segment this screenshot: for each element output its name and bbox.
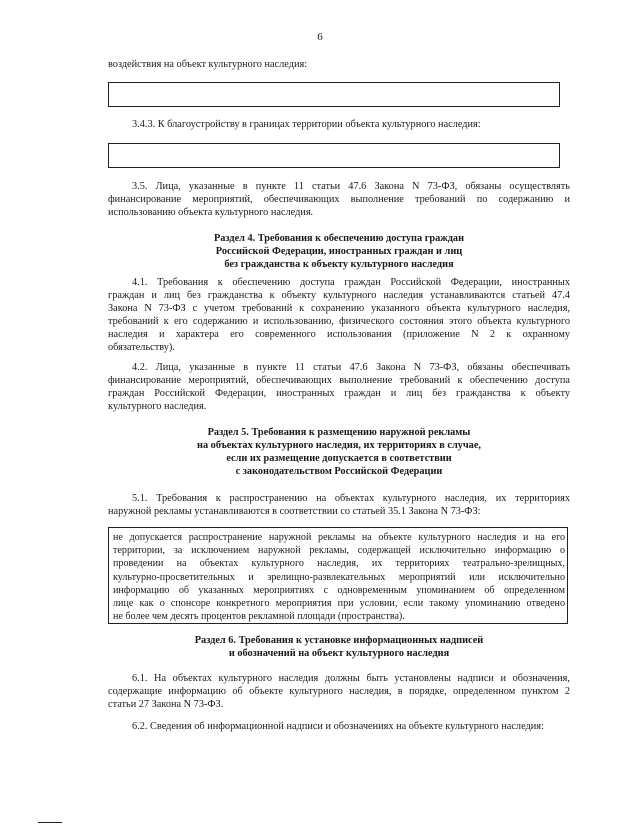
paragraph-line: граждан и лиц без гражданства к объекту культурного наследия устанавливаются статьей 47.4 xyxy=(108,290,570,301)
heading-line: на объектах культурного наследия, их территориях в случае, xyxy=(197,440,481,451)
heading-line: Раздел 6. Требования к установке информационных надписей xyxy=(194,635,484,646)
paragraph-line: 6.1. На объектах культурного наследия должны быть установлены надписи и обозначения, xyxy=(132,673,570,684)
paragraph-line: статьи 27 Закона N 73-ФЗ. xyxy=(108,699,224,710)
heading-line: без гражданства к объекту культурного наследия xyxy=(224,259,454,270)
box-line: не допускается распространение наружной рекламы на объекте культурного наследия и на его xyxy=(113,532,565,543)
heading-line: Российской Федерации, иностранных граждан и лиц xyxy=(215,246,463,257)
section-5-heading xyxy=(108,426,570,478)
paragraph-3-5-line: финансирование мероприятий, обеспечивающих выполнение требований по содержанию и xyxy=(108,194,570,205)
advertising-requirements-text xyxy=(113,531,565,623)
paragraph-3-5-line: использованию объекта культурного наследия. xyxy=(108,207,314,218)
paragraph-line: 4.2. Лица, указанные в пункте 11 статьи 47.6 Закона N 73-ФЗ, обязаны обеспечивать xyxy=(132,362,570,373)
paragraph-6-1 xyxy=(108,672,570,711)
section-6-heading xyxy=(108,634,570,660)
paragraph-4-1 xyxy=(108,276,570,354)
scan-edge-mark xyxy=(38,822,62,823)
paragraph-6-2: 6.2. Сведения об информационной надписи и обозначениях на объекте культурного наследия: xyxy=(132,721,544,732)
page-number: 6 xyxy=(317,31,323,43)
box-line: территории, за исключением наружной рекламы, содержащей исключительно информацию о xyxy=(113,545,565,557)
box-line: культурно-просветительных и зрелищно-развлекательных мероприятий или исключительно xyxy=(113,571,565,583)
paragraph-line: наследия и характера его современного использования (приложение N 2 к охранному xyxy=(108,329,570,340)
heading-line: и обозначений на объект культурного наследия xyxy=(228,648,450,659)
paragraph-line: 5.1. Требования к распространению на объектах культурного наследия, их территориях xyxy=(132,493,570,504)
paragraph-line: граждан Российской Федерации, иностранных граждан и лиц без гражданства к объекту xyxy=(108,388,570,399)
paragraph-line: содержащие информацию об объекте культурного наследия, в порядке, определенном пунктом 2 xyxy=(108,686,570,697)
heading-line: Раздел 4. Требования к обеспечению доступа граждан xyxy=(213,233,465,244)
empty-field-box xyxy=(108,143,560,168)
paragraph-line: наружной рекламы устанавливаются в соответствии со статьей 35.1 Закона N 73-ФЗ: xyxy=(108,506,481,517)
paragraph-continuation: воздействия на объект культурного наследия: xyxy=(108,59,308,70)
paragraph-3-4-3: 3.4.3. К благоустройству в границах территории объекта культурного наследия: xyxy=(132,119,481,130)
section-4-heading xyxy=(108,232,570,271)
paragraph-4-2 xyxy=(108,361,570,413)
paragraph-line: финансирование мероприятий, обеспечивающих выполнение требований к обеспечению доступа xyxy=(108,375,570,386)
empty-field-box xyxy=(108,82,560,107)
paragraph-line: обязательству). xyxy=(108,342,175,353)
box-line: лице как о спонсоре конкретного мероприятия при условии, если такому упоминанию отведено xyxy=(113,598,565,610)
paragraph-3-5-line: 3.5. Лица, указанные в пункте 11 статьи 47.6 Закона N 73-ФЗ, обязаны осуществлять xyxy=(132,181,570,192)
paragraph-5-1 xyxy=(108,492,570,518)
box-line: не более чем десять процентов рекламной площади (пространства). xyxy=(113,611,405,623)
box-line: проведении на объектах культурного наследия, их территориях театрально-зрелищных, xyxy=(113,558,565,570)
paragraph-line: 4.1. Требования к обеспечению доступа граждан Российской Федерации, иностранных xyxy=(132,277,570,288)
heading-line: если их размещение допускается в соответствии xyxy=(226,453,452,464)
paragraph-line: культурного наследия. xyxy=(108,401,207,412)
heading-line: с законодательством Российской Федерации xyxy=(235,466,443,477)
heading-line: Раздел 5. Требования к размещению наружной рекламы xyxy=(207,427,471,438)
paragraph-line: требований к его содержанию и использованию, физического состояния этого объекта культурного xyxy=(108,316,570,327)
box-line: информацию об указанных мероприятиях с одновременным упоминанием об определенном xyxy=(113,584,565,596)
paragraph-line: Закона N 73-ФЗ с учетом требований к сохранению указанного объекта культурного наследия, xyxy=(108,303,570,314)
